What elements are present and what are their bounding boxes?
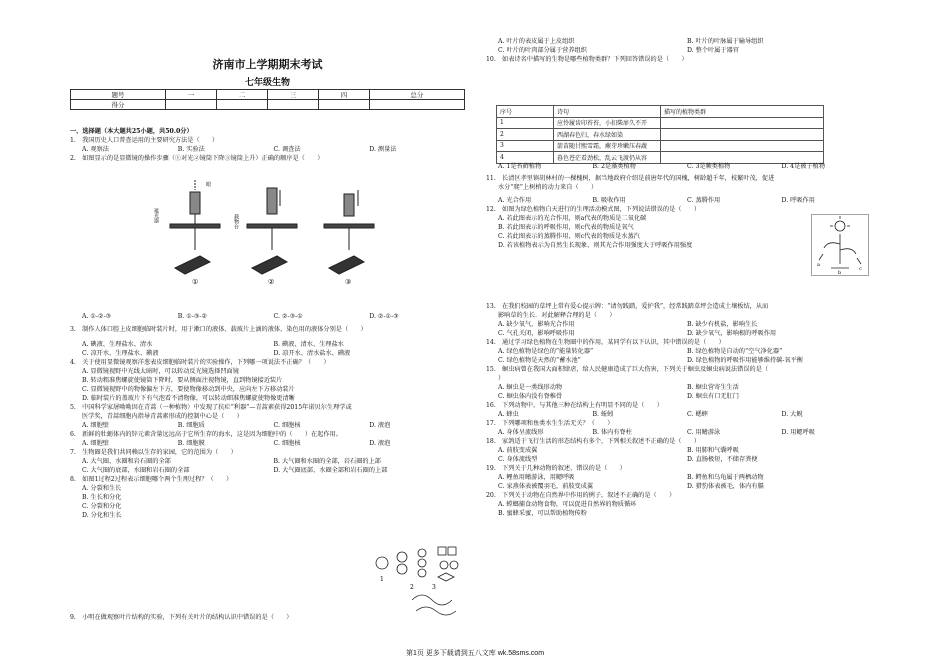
option[interactable]: B. 2是藻类植物 bbox=[592, 163, 636, 170]
option[interactable]: D. 呼吸作用 bbox=[781, 197, 815, 204]
poem-cell: 箭苗随甘熙雪霜，蕨芽珍嫩压春蔬 bbox=[554, 140, 661, 152]
answer-options bbox=[486, 356, 876, 365]
question-stem-cont: 医学奖，青蒿细胞内指导青蒿素形成的控制中心是（ ） bbox=[82, 413, 243, 420]
fig8-label: 1 bbox=[380, 576, 384, 583]
question-stem: 3. 制作人体口腔上皮细胞临时装片时，用于漱口的液体、载玻片上滴的液体、染色用的液体分别是（ ） bbox=[70, 326, 367, 333]
option[interactable]: C. 细胞核 bbox=[273, 440, 301, 447]
score-header-cell: 二 bbox=[217, 90, 268, 100]
option[interactable]: C. 细胞核 bbox=[273, 422, 301, 429]
plant-activity-figure bbox=[811, 214, 869, 276]
answer-options bbox=[486, 446, 876, 455]
poem-cell bbox=[661, 129, 824, 141]
answer-options bbox=[486, 482, 876, 491]
option[interactable]: D. 缺少氧气，影响根的呼吸作用 bbox=[687, 330, 777, 337]
option[interactable]: C. 3是蕨类植物 bbox=[687, 163, 731, 170]
option[interactable]: A. 若此图表示的光合作用，则a代表的物质是二氧化碳 bbox=[498, 215, 647, 222]
poem-table bbox=[496, 105, 824, 164]
score-header-cell: 一 bbox=[166, 90, 217, 100]
answer-options bbox=[486, 46, 876, 55]
option[interactable]: B. 体内有脊柱 bbox=[592, 429, 632, 436]
question-stem: 20. 下列关于动物在自然界中作用的例子，叙述不正确的是（ ） bbox=[486, 492, 676, 499]
score-cell bbox=[217, 100, 268, 110]
question-stem: 17. 下列哪项和鱼类水生生活无关？（ ） bbox=[486, 420, 614, 427]
option[interactable]: A. 分裂和生长 bbox=[82, 485, 122, 492]
question-stem: 2. 如图显示的是显微镜的操作步骤（①对光②镜筒下降③镜筒上升）正确的顺序是（ ） bbox=[70, 155, 324, 162]
option[interactable]: D. 液泡 bbox=[369, 440, 391, 447]
question-stem: 7. 生物圈是我们共同赖以生存的家园，它的范围为（ ） bbox=[70, 449, 237, 456]
answer-options bbox=[486, 320, 876, 329]
option[interactable]: C. 凉开水、生理盐水、碘液 bbox=[82, 350, 159, 357]
option[interactable]: C. 身体流线型 bbox=[498, 456, 538, 463]
score-header-cell: 总分 bbox=[369, 90, 464, 100]
poem-header: 序号 bbox=[497, 106, 554, 118]
option[interactable]: D. 大气圈底部、水圈全部和岩石圈的上部 bbox=[273, 467, 388, 474]
answer-options bbox=[70, 439, 465, 448]
option[interactable]: A. 1是苔藓植物 bbox=[498, 163, 542, 170]
option[interactable]: C. 家燕体表被覆羽毛，前肢变成翼 bbox=[498, 483, 594, 490]
score-cell bbox=[166, 100, 217, 110]
option[interactable]: D. 用鳃呼吸 bbox=[781, 429, 815, 436]
poem-cell: 暮色苍茫看劲松，乱云飞渡仍从容 bbox=[554, 152, 661, 164]
option[interactable]: B. 蚯蚓 bbox=[592, 411, 614, 418]
option[interactable]: A. 身体呈流线形 bbox=[498, 429, 544, 436]
option[interactable]: A. 观察法 bbox=[82, 146, 109, 153]
option[interactable]: B. 转动粗准焦螺旋使镜筒下降时，要从侧面注视物镜，直到物镜接近装片 bbox=[82, 377, 283, 384]
answer-options bbox=[70, 145, 465, 154]
question-stem-cont: 水分“爬”上树梢的动力来自（ ） bbox=[498, 184, 598, 191]
option[interactable]: C. 大气圈的底部，水圈和岩石圈的全部 bbox=[82, 467, 190, 474]
option[interactable]: D. 测量法 bbox=[369, 146, 397, 153]
poem-cell: 1 bbox=[497, 117, 554, 129]
option[interactable]: D. 分化和生长 bbox=[82, 512, 122, 519]
score-header-cell: 题号 bbox=[71, 90, 166, 100]
poem-cell: 2 bbox=[497, 129, 554, 141]
option[interactable]: B. 若此图表示的呼吸作用，则c代表的物质是氧气 bbox=[498, 224, 634, 231]
option[interactable]: B. 蜜蜂采蜜，可以帮助植物传粉 bbox=[498, 510, 587, 517]
question-stem: 6. 新鲜的牡蛎体内的锌元素含量远远高于它所生存的海水，这是因为细胞中的（ ）在起作用。 bbox=[70, 431, 342, 438]
fig-label-stage: 载物台 bbox=[233, 214, 239, 229]
section-heading: 一、选择题（本大题共25小题，共50.0分） bbox=[70, 128, 193, 135]
poem-cell: 4 bbox=[497, 152, 554, 164]
question-stem: 11. 长清区孝里镇胡林村的一棵槐树，据当地政府介绍是前唐年代的国槐，树龄超千年，枝繁叶茂，促进 bbox=[486, 175, 775, 182]
page-title: 济南市上学期期末考试 bbox=[212, 58, 323, 71]
option[interactable]: D. 猎豹体表被毛，体内有膈 bbox=[687, 483, 764, 490]
poem-header: 诗句 bbox=[554, 106, 661, 118]
option[interactable]: C. 调查法 bbox=[273, 146, 301, 153]
option[interactable]: C. ②-③-① bbox=[273, 313, 303, 320]
option[interactable]: D. 绿色植物的呼吸作用能够维持碳-氧平衡 bbox=[687, 357, 803, 364]
question-stem: 18. 家鸽适于飞行生活的形态结构有多个，下列相关叙述不正确的是（ ） bbox=[486, 438, 701, 445]
fig-label-step-3: ③ bbox=[345, 278, 352, 286]
poem-cell: 应怜履齿印苔苔，小扣柴扉久不开 bbox=[554, 117, 661, 129]
option[interactable]: C. 绿色植物是天然的“蓄水池” bbox=[498, 357, 581, 364]
poem-cell: 西湖春色归，春水绿如染 bbox=[554, 129, 661, 141]
score-cell bbox=[369, 100, 464, 110]
option[interactable]: C. 蟋蟀 bbox=[687, 411, 708, 418]
microscope-step-3 bbox=[324, 190, 374, 274]
option[interactable]: B. 用肺和气囊呼吸 bbox=[687, 447, 739, 454]
answer-options bbox=[486, 329, 876, 338]
option[interactable]: A. 光合作用 bbox=[498, 197, 532, 204]
option[interactable]: D. 整个叶属于器官 bbox=[687, 47, 739, 54]
microscope-step-1 bbox=[170, 180, 220, 274]
option[interactable]: C. 若此图表示的蒸腾作用，则c代表的物质是水蒸汽 bbox=[498, 233, 640, 240]
answer-options bbox=[70, 349, 465, 358]
fig12-label: c bbox=[859, 266, 862, 272]
answer-options bbox=[486, 383, 876, 392]
option[interactable]: C. 用鳍游泳 bbox=[687, 429, 721, 436]
option[interactable]: A. 前肢变成翼 bbox=[498, 447, 538, 454]
option[interactable]: A. ①-②-③ bbox=[82, 313, 112, 320]
option[interactable]: C. 蒸腾作用 bbox=[687, 197, 721, 204]
page-footer: 第1页 更多下载请到五八文库 wk.58sms.com bbox=[405, 650, 545, 657]
poem-cell: 3 bbox=[497, 140, 554, 152]
option[interactable]: C. 显微镜视野中的物像偏左下方，要使物像移动到中央，应向左下方移动装片 bbox=[82, 386, 295, 393]
option[interactable]: A. 叶片的表皮属于上皮组织 bbox=[498, 38, 575, 45]
option[interactable]: A. 鲤鱼用鳍游泳，用鳃呼吸 bbox=[498, 474, 575, 481]
microscope-step-2 bbox=[247, 188, 297, 274]
option[interactable]: C. 气孔关闭，影响呼吸作用 bbox=[498, 330, 575, 337]
option[interactable]: C. 叶片的叶肉部分属于营养组织 bbox=[498, 47, 587, 54]
option[interactable]: A. 细胞壁 bbox=[82, 440, 109, 447]
option[interactable]: D. 若该植物表示为自然生长现象，则其光合作用强度大于呼吸作用强度 bbox=[498, 242, 693, 249]
option[interactable]: B. 实验法 bbox=[177, 146, 205, 153]
option[interactable]: D. 液泡 bbox=[369, 422, 391, 429]
option[interactable]: D. 凉开水、清水盐水、碘液 bbox=[273, 350, 351, 357]
question-stem-cont: 影响草的生长．对此解释合理的是（ ） bbox=[498, 312, 616, 319]
answer-options bbox=[486, 410, 876, 419]
option[interactable]: C. 分裂和分化 bbox=[82, 503, 122, 510]
option[interactable]: A. 大气圈、水圈和岩石圈的全部 bbox=[82, 458, 171, 465]
fig-label-eye: 眼 bbox=[206, 182, 212, 188]
option[interactable]: A. 显微镜视野中光线太暗时，可以转动反光镜选择凹面镜 bbox=[82, 368, 239, 375]
question-stem: 14. 通过学习绿色植物在生物圈中的作用，某同学有以下认识，其中错误的是（ ） bbox=[486, 339, 725, 346]
score-header-cell: 四 bbox=[318, 90, 369, 100]
option[interactable]: B. 鳄鱼和乌龟属于两栖动物 bbox=[687, 474, 764, 481]
answer-options bbox=[486, 347, 876, 356]
option[interactable]: A. 蛔虫是一类线形动物 bbox=[498, 384, 563, 391]
answer-options bbox=[486, 455, 876, 464]
option[interactable]: A. 缺少氧气，影响光合作用 bbox=[498, 321, 575, 328]
option[interactable]: D. 4是被子植物 bbox=[781, 163, 826, 170]
question-stem: 19. 下列关于几种动物的叙述，错误的是（ ） bbox=[486, 465, 626, 472]
question-stem-cont: ） bbox=[498, 375, 505, 382]
fig-label-step-2: ② bbox=[268, 278, 275, 286]
answer-options bbox=[70, 457, 465, 466]
option[interactable]: A. 绿色植物是绿色的“能量转化器” bbox=[498, 348, 594, 355]
question-stem: 10. 如表诗名中描写的生物是哪些植物类群？下列回答错误的是（ ） bbox=[486, 56, 688, 63]
poem-cell bbox=[661, 140, 824, 152]
question-stem: 1. 我国历史人口普查运用的主要研究方法是（ ） bbox=[70, 137, 219, 144]
option[interactable]: D. 临时装片的盖玻片下有气泡看不清物像，可以转动细准焦螺旋使物像更清晰 bbox=[82, 395, 295, 402]
option[interactable]: D. 蛔虫有口无肛门 bbox=[687, 393, 739, 400]
answer-options bbox=[70, 340, 465, 349]
fig8-label: 2 bbox=[410, 584, 414, 591]
option[interactable]: D. ②-①-③ bbox=[369, 313, 399, 320]
option[interactable]: B. ①-③-② bbox=[177, 313, 208, 320]
page-subtitle: 七年级生物 bbox=[244, 78, 290, 88]
question-stem: 8. 如图1过程2过程表示细胞哪个两个生理过程？（ ） bbox=[70, 476, 233, 483]
question-stem: 9. 小明在做观察叶片结构的实验，下列有关叶片的结构认识中错误的是（ ） bbox=[70, 614, 293, 621]
fig12-label: b bbox=[838, 270, 842, 276]
option[interactable]: B. 绿色植物是自动的“空气净化器” bbox=[687, 348, 783, 355]
option[interactable]: B. 碘液、清水、生理盐水 bbox=[273, 341, 344, 348]
answer-options bbox=[70, 421, 465, 430]
answer-options bbox=[70, 466, 465, 475]
cell-division-figure bbox=[372, 545, 464, 625]
answer-options bbox=[486, 428, 876, 437]
score-cell bbox=[267, 100, 318, 110]
option[interactable]: B. 蛔虫营寄生生活 bbox=[687, 384, 739, 391]
fig12-label: a bbox=[817, 262, 820, 268]
option[interactable]: B. 缺少有机盐，影响生长 bbox=[687, 321, 758, 328]
answer-options bbox=[486, 162, 876, 171]
option[interactable]: B. 大气圈和水圈的全部，岩石圈的上部 bbox=[273, 458, 381, 465]
option[interactable]: A. 螳螂捕食动物食物，可以促进自然界的物质循环 bbox=[498, 501, 637, 508]
option[interactable]: B. 细胞膜 bbox=[177, 440, 205, 447]
option[interactable]: B. 生长和分化 bbox=[82, 494, 122, 501]
option[interactable]: C. 蛔虫体内没有脊椎骨 bbox=[498, 393, 563, 400]
option[interactable]: A. 蜂虫 bbox=[498, 411, 519, 418]
score-cell bbox=[318, 100, 369, 110]
score-row-label: 得分 bbox=[71, 100, 166, 110]
fig8-label: 3 bbox=[432, 584, 436, 591]
fig-label-diaphragm: 遮光器 bbox=[153, 208, 159, 223]
question-stem: 16. 下列动物中，与其他三种在结构上有明显不同的是（ ） bbox=[486, 402, 663, 409]
score-table bbox=[70, 89, 465, 110]
option[interactable]: A. 细胞壁 bbox=[82, 422, 109, 429]
answer-options bbox=[486, 37, 876, 46]
answer-options bbox=[70, 312, 465, 321]
question-stem: 5. 中国科学家屠呦呦因在青蒿（一种植物）中发现了抗疟“利器”—青蒿素获得2015年诺贝尔生理学或 bbox=[70, 404, 352, 411]
option[interactable]: B. 叶片的叶脉属于输导组织 bbox=[687, 38, 764, 45]
answer-options bbox=[486, 196, 876, 205]
score-header-cell: 三 bbox=[267, 90, 318, 100]
question-stem: 15. 蛔虫病曾在我国大面积肆虐，给人民健康造成了巨大伤害，下列关于蛔虫及蛔虫病说法错误的是（ bbox=[486, 366, 769, 373]
question-stem: 4. 关于使用显微镜观察洋葱表皮细胞临时装片的实验操作，下列哪一项说法不正确？（ ） bbox=[70, 359, 330, 366]
question-stem: 13. 在我们校园的草坪上常有爱心提示牌：“请勿践踏，爱护我”，经常践踏草坪会造成土壤板结，从而 bbox=[486, 303, 769, 310]
question-stem: 12. 如图为绿色植物白天进行的生理活动模式图，下列说法错误的是（ ） bbox=[486, 206, 701, 213]
option[interactable]: D. 大鲵 bbox=[781, 411, 803, 418]
microscope-figure bbox=[140, 178, 400, 290]
option[interactable]: B. 细胞质 bbox=[177, 422, 205, 429]
fig-label-step-1: ① bbox=[192, 278, 199, 286]
option[interactable]: D. 直肠极短，不储存粪便 bbox=[687, 456, 758, 463]
poem-header: 描写的植物类群 bbox=[661, 106, 824, 118]
option[interactable]: B. 吸收作用 bbox=[592, 197, 626, 204]
poem-cell bbox=[661, 117, 824, 129]
option[interactable]: A. 碘液、生理盐水、清水 bbox=[82, 341, 153, 348]
answer-options bbox=[486, 473, 876, 482]
answer-options bbox=[486, 392, 876, 401]
